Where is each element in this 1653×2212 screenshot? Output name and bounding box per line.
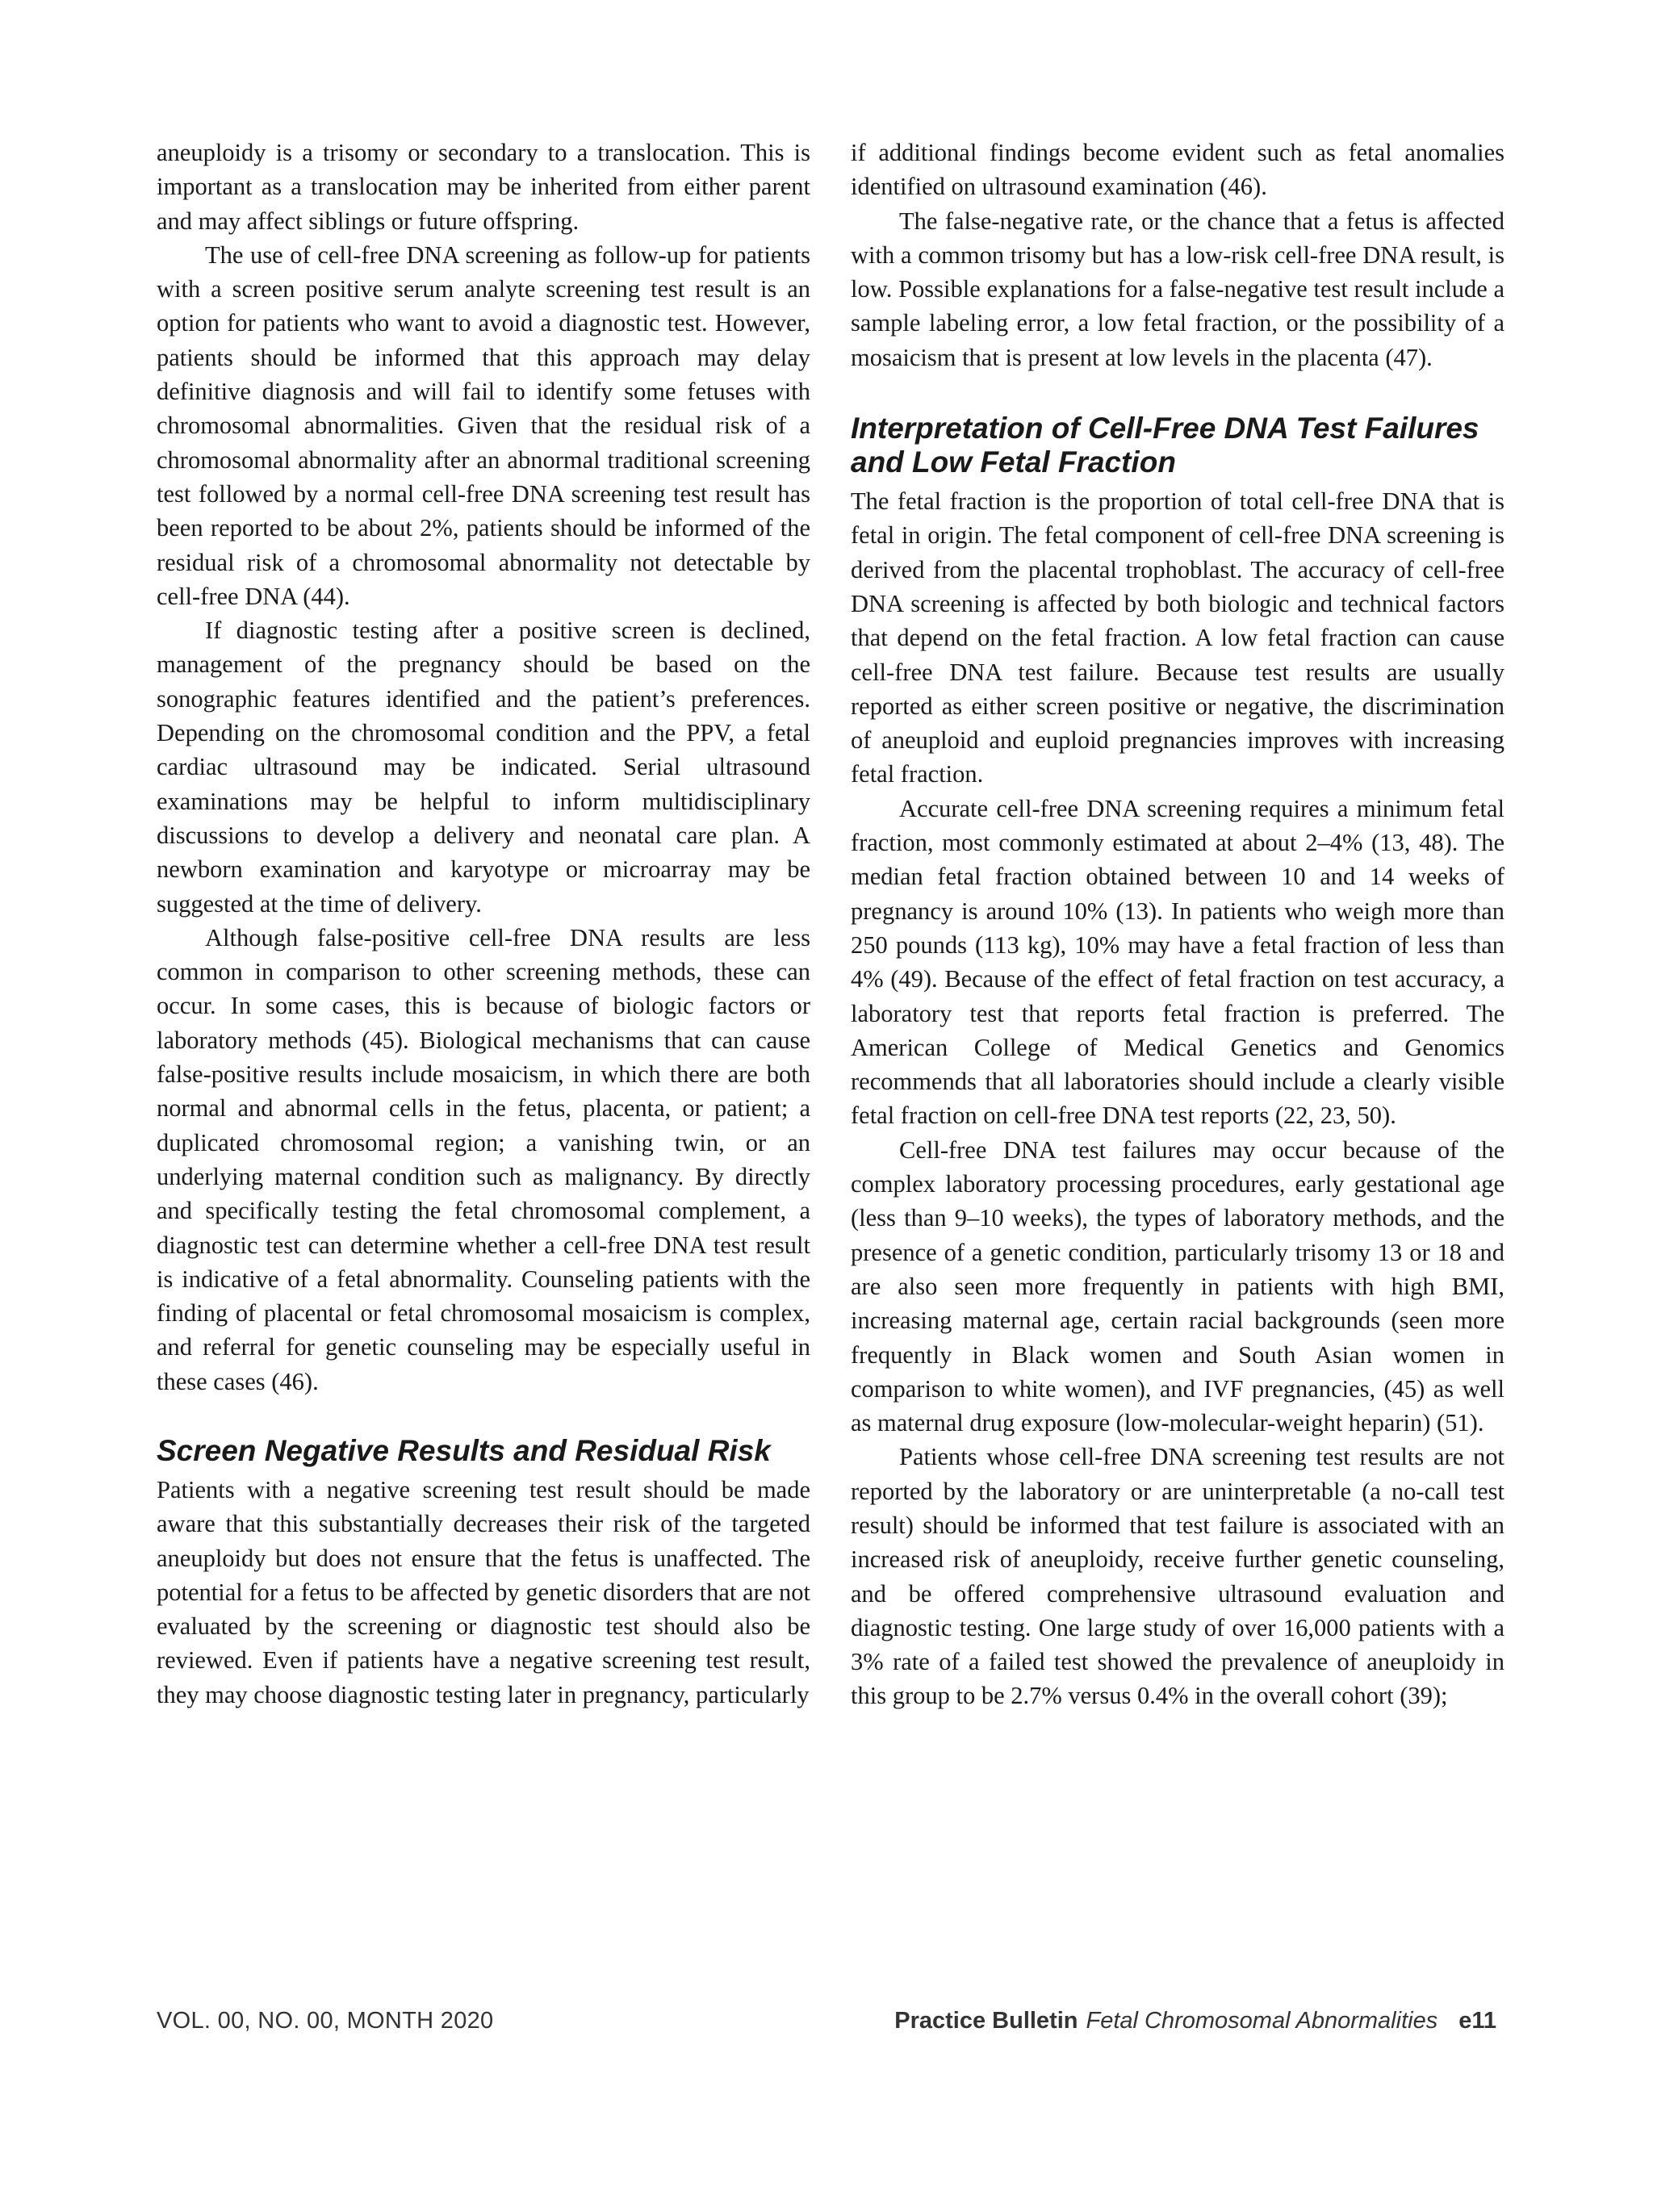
section-heading-screen-negative: Screen Negative Results and Residual Risk bbox=[157, 1433, 771, 1467]
left-paragraph-3: If diagnostic testing after a positive screen is declined, management of the pregnancy should be based on the sonographic features identified and the patient’s preferences. Depending on the chromosomal condition and the PPV, a fetal cardiac ultrasound may be indicated. Serial ultrasound examinations may be helpful to inform multidisciplinary discussions to develop a delivery and neonatal care plan. A newborn examination and karyotype or microarray may be suggested at the time of delivery. bbox=[157, 617, 810, 918]
left-paragraph-2: The use of cell-free DNA screening as follow-up for patients with a screen positive serum analyte screening test result is an option for patients who want to avoid a diagnostic test. However, patients should be informed that this approach may delay definitive diagnosis and will fail to identify some fetuses with chromosomal abnormalities. Given that the residual risk of a chromosomal abnormality after an abnormal traditional screening test followed by a normal cell-free DNA screening test result has been reported to be about 2%, patients should be informed of the residual risk of a chromosomal abnormality not detectable by cell-free DNA (44). bbox=[157, 240, 810, 610]
footer-running-title bbox=[894, 2006, 1496, 2035]
right-paragraph-2: The false-negative rate, or the chance that a fetus is affected with a common trisomy but has a low-risk cell-free DNA result, is low. Possible explanations for a false-negative test result include a sample labeling error, a low fetal fraction, or the possibility of a mosaicism that is present at low levels in the placenta (47). bbox=[851, 207, 1504, 371]
footer-title: Fetal Chromosomal Abnormalities bbox=[1086, 2008, 1438, 2034]
footer-series: Practice Bulletin bbox=[894, 2008, 1078, 2034]
left-paragraph-4: Although false-positive cell-free DNA results are less common in comparison to other screening methods, these can occur. In some cases, this is because of biologic factors or laboratory methods (45). Biological mechanisms that can cause false-positive results include mosaicism, in which there are both normal and abnormal cells in the fetus, placenta, or patient; a duplicated chromosomal region; a vanishing twin, or an underlying maternal condition such as malignancy. By directly and specifically testing the fetal chromosomal complement, a diagnostic test can determine whether a cell-free DNA test result is indicative of a fetal abnormality. Counseling patients with the finding of placental or fetal chromosomal mosaicism is complex, and referral for genetic counseling may be especially useful in these cases (46). bbox=[157, 923, 810, 1395]
right-paragraph-6: Patients whose cell-free DNA screening test results are not reported by the laboratory or are uninterpretable (a no-call test result) should be informed that test failure is associated with an increased risk of aneuploidy, receive further genetic counseling, and be offered comprehensive ultrasound evaluation and diagnostic testing. One large study of over 16,000 patients with a 3% rate of a failed test showed the prevalence of aneuploidy in this group to be 2.7% versus 0.4% in the overall cohort (39); bbox=[851, 1443, 1504, 1710]
left-paragraph-5: Patients with a negative screening test result should be made aware that this substantially decreases their risk of the targeted aneuploidy but does not ensure that the fetus is unaffected. The potential for a fetus to be affected by genetic disorders that are not evaluated by the screening or diagnostic test should also be reviewed. Even if patients have a negative screening test result, they may choose diagnostic testing later in pregnancy, particularly bbox=[157, 1475, 810, 1708]
right-paragraph-1: if additional findings become evident such as fetal anomalies identified on ultrasound examination (46). bbox=[851, 139, 1504, 201]
right-column bbox=[851, 136, 1504, 1713]
footer-volume: VOL. 00, NO. 00, MONTH 2020 bbox=[157, 2008, 494, 2034]
section-heading-test-failures: Interpretation of Cell-Free DNA Test Failures and Low Fetal Fraction bbox=[851, 412, 1479, 479]
right-paragraph-3: The fetal fraction is the proportion of total cell-free DNA that is fetal in origin. The fetal component of cell-free DNA screening is derived from the placental trophoblast. The accuracy of cell-free DNA screening is affected by both biologic and technical factors that depend on the fetal fraction. A low fetal fraction can cause cell-free DNA test failure. Because test results are usually reported as either screen positive or negative, the discrimination of aneuploid and euploid pregnancies improves with increasing fetal fraction. bbox=[851, 487, 1504, 788]
left-column bbox=[157, 136, 810, 1712]
right-paragraph-5: Cell-free DNA test failures may occur because of the complex laboratory processing procedures, early gestational age (less than 9–10 weeks), the types of laboratory methods, and the presence of a genetic condition, particularly trisomy 13 or 18 and are also seen more frequently in patients with high BMI, increasing maternal age, certain racial backgrounds (seen more frequently in Black women and South Asian women in comparison to white women), and IVF pregnancies, (45) as well as maternal drug exposure (low-molecular-weight heparin) (51). bbox=[851, 1135, 1504, 1437]
left-paragraph-1: aneuploidy is a trisomy or secondary to a translocation. This is important as a translocation may be inherited from either parent and may affect siblings or future offspring. bbox=[157, 139, 810, 235]
right-paragraph-4: Accurate cell-free DNA screening requires a minimum fetal fraction, most commonly estimated at about 2–4% (13, 48). The median fetal fraction obtained between 10 and 14 weeks of pregnancy is around 10% (13). In patients who weigh more than 250 pounds (113 kg), 10% may have a fetal fraction of less than 4% (49). Because of the effect of fetal fraction on test accuracy, a laboratory test that reports fetal fraction is preferred. The American College of Medical Genetics and Genomics recommends that all laboratories should include a clearly visible fetal fraction on cell-free DNA test reports (22, 23, 50). bbox=[851, 794, 1504, 1130]
page-number: e11 bbox=[1458, 2008, 1496, 2034]
